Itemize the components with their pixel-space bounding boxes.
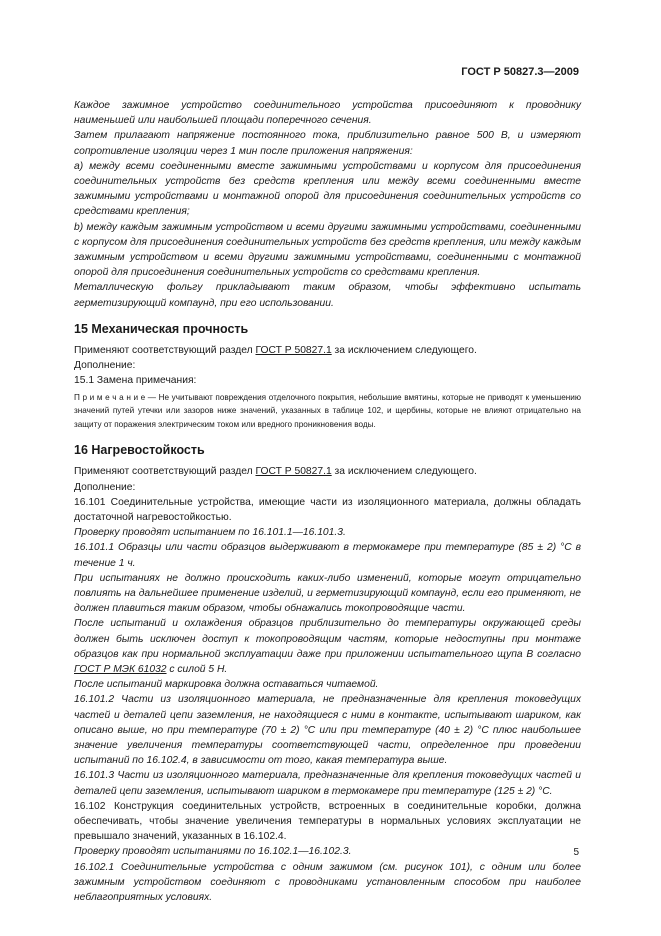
standard-link[interactable]: ГОСТ Р МЭК 61032 [74,664,167,675]
section-15-1: 15.1 Замена примечания: [74,375,197,387]
paragraph-marking: После испытаний маркировка должна оставаться читаемой. [74,679,379,691]
clause-16-101-1: 16.101.1 Образцы или части образцов выдерживают в термокамере при температуре (85 ± 2) °С в течение 1 ч. [74,542,581,569]
standard-link[interactable]: ГОСТ Р 50827.1 [255,466,332,478]
section-15-apply [74,343,581,358]
clause-16-101-2: 16.101.2 Части из изоляционного материала, не предназначенные для крепления токоведущих частей и деталей цепи заземления, не находящиеся с ними в контакте, испытывают шариком, как описано выше, но при температуре (70 ± 2) °С или при температуре (40 ± 2) °С плюс наибольшее значение увеличения температуры соответствующей части, определенное при проведении испытаний по 16.102.4, в зависимости от того, какая температура выше. [74,694,581,767]
paragraph-item-a: а) между всеми соединенными вместе зажимными устройствами и корпусом для присоединения соединительных устройств без средств крепления или между всеми соединенными вместе зажимными устройствами и монтажной опорой для присоединения соединительных устройств со средствами крепления; [74,160,581,218]
paragraph: Затем прилагают напряжение постоянного тока, приблизительно равное 500 В, и измеряют сопротивление изоляции через 1 мин после приложения напряжения: [74,130,581,157]
standard-link[interactable]: ГОСТ Р 50827.1 [255,345,332,357]
check-16-101: Проверку проводят испытанием по 16.101.1—16.101.3. [74,527,346,539]
clause-16-102-1: 16.102.1 Соединительные устройства с одним зажимом (см. рисунок 101), с одним или более зажимным устройством соединяют с проводниками установленным способом при наиболее неблагоприятных условиях. [74,861,581,904]
apply-text: Применяют соответствующий раздел [74,466,256,478]
section-15-note: П р и м е ч а н и е — Не учитывают повреждения отделочного покрытия, небольшие вмятины, которые не приводят к уменьшению значений путей утечки или зазоров ниже значений, указанных в таблице 102, и щербины, которые не влияют отрицательно на защиту от поражения электрическим током или вредного проникновения воды. [74,392,581,429]
clause-16-102: 16.102 Конструкция соединительных устройств, встроенных в соединительные коробки, должна обеспечивать, чтобы значение увеличения температуры в нормальных условиях эксплуатации не превышало значений, указанных в 16.102.4. [74,800,581,843]
page-number: 5 [573,847,579,858]
section-16-heading: 16 Нагревостойкость [74,443,205,458]
paragraph: Металлическую фольгу прикладывают таким образом, чтобы эффективно испытать герметизирующий компаунд, при его использовании. [74,282,581,309]
check-16-102: Проверку проводят испытаниями по 16.102.1—16.102.3. [74,846,352,858]
section-15-addition: Дополнение: [74,360,136,372]
paragraph-after-tests [74,616,581,677]
apply-text-suffix: за исключением следующего. [331,466,477,478]
paragraph-tests: При испытаниях не должно происходить каких-либо изменений, которые могут отрицательно повлиять на дальнейшее применение изделий, и герметизирующий компаунд, если его применяют, не должен плавиться таким образом, чтобы обнажались токопроводящие части. [74,572,581,615]
after-tests-suffix: с силой 5 Н. [166,664,228,675]
document-id-header: ГОСТ Р 50827.3—2009 [461,66,579,78]
section-16-addition: Дополнение: [74,481,136,493]
clause-16-101: 16.101 Соединительные устройства, имеющие части из изоляционного материала, должны обладать достаточной нагревостойкостью. [74,496,581,523]
section-16-apply [74,464,581,479]
apply-text: Применяют соответствующий раздел [74,345,256,357]
paragraph-item-b: b) между каждым зажимным устройством и всеми другими зажимными устройствами, соединенными с корпусом для присоединения соединительных устройств без средств крепления, или между каждым зажимным устройством и всеми другими зажимными устройствами, соединенными с монтажной опорой для присоединения соединительных устройств со средствами крепления. [74,221,581,279]
clause-16-101-3: 16.101.3 Части из изоляционного материала, предназначенные для крепления токоведущих частей и деталей цепи заземления, испытывают шариком в термокамере при температуре (125 ± 2) °С. [74,770,581,797]
paragraph: Каждое зажимное устройство соединительного устройства присоединяют к проводнику наименьшей или наибольшей площади поперечного сечения. [74,100,581,127]
page-body [74,98,581,905]
apply-text-suffix: за исключением следующего. [331,345,477,357]
section-15-heading: 15 Механическая прочность [74,321,249,336]
after-tests-text: После испытаний и охлаждения образцов приблизительно до температуры окружающей среды должен быть исключен доступ к токопроводящим частям, которые недоступны при монтаже образцов как при нормальной эксплуатации даже при приложении испытательного щупа В согласно [74,618,581,660]
